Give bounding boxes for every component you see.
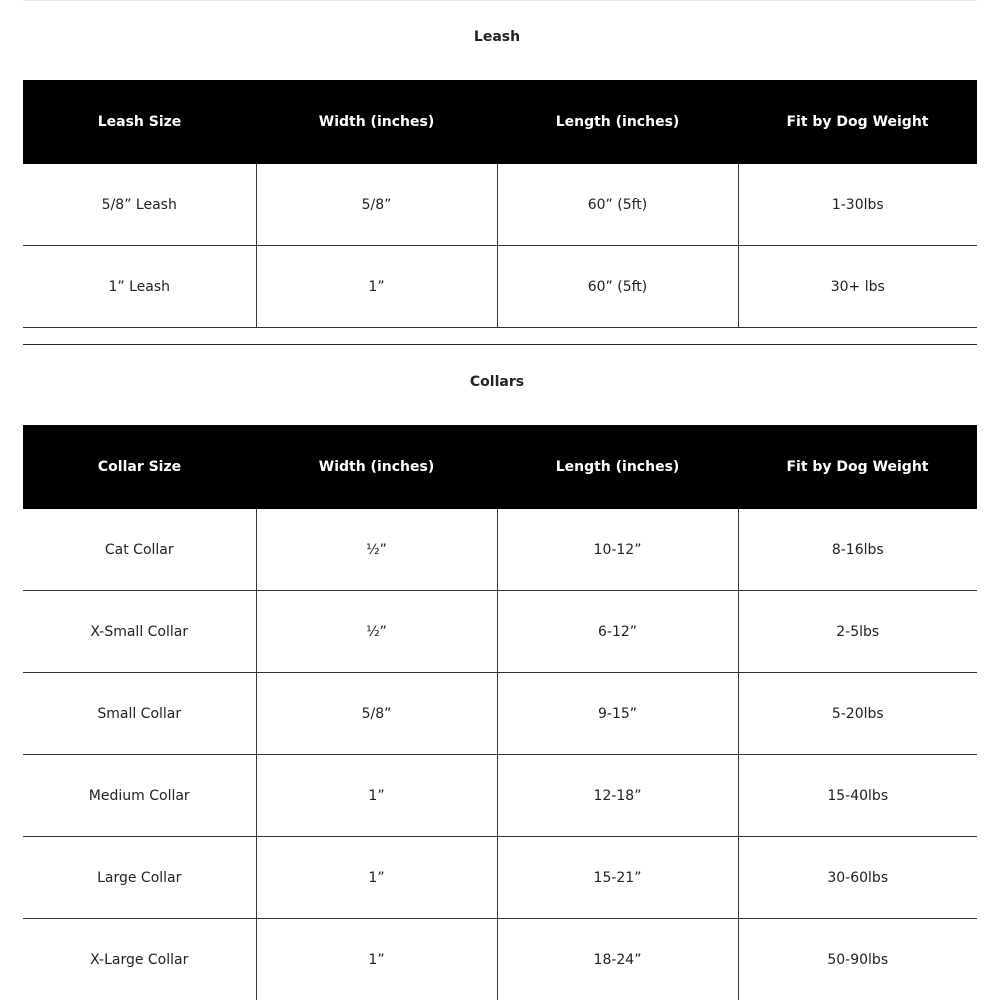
collars-header-size: Collar Size	[23, 425, 256, 509]
leash-table-header-row	[23, 80, 977, 164]
table-row	[23, 673, 977, 755]
top-divider	[23, 0, 977, 1]
leash-width-cell: 5/8”	[256, 164, 497, 246]
collar-weight-cell: 5-20lbs	[738, 673, 977, 755]
leash-length-cell: 60” (5ft)	[497, 246, 738, 328]
collar-size-cell: Medium Collar	[23, 755, 256, 837]
collar-weight-cell: 30-60lbs	[738, 837, 977, 919]
collar-width-cell: ½”	[256, 591, 497, 673]
collar-length-cell: 10-12”	[497, 509, 738, 591]
collar-size-cell: Small Collar	[23, 673, 256, 755]
collar-length-cell: 6-12”	[497, 591, 738, 673]
leash-length-cell: 60” (5ft)	[497, 164, 738, 246]
collar-weight-cell: 15-40lbs	[738, 755, 977, 837]
collar-weight-cell: 50-90lbs	[738, 919, 977, 1000]
collar-width-cell: 1”	[256, 755, 497, 837]
collar-width-cell: 5/8”	[256, 673, 497, 755]
collars-section-title: Collars	[469, 374, 525, 390]
collars-size-table	[23, 425, 977, 1000]
table-row	[23, 837, 977, 919]
leash-size-cell: 1” Leash	[23, 246, 256, 328]
collar-size-cell: Cat Collar	[23, 509, 256, 591]
leash-weight-cell: 1-30lbs	[738, 164, 977, 246]
leash-size-table	[23, 80, 977, 328]
collar-length-cell: 18-24”	[497, 919, 738, 1000]
leash-width-cell: 1”	[256, 246, 497, 328]
table-row	[23, 164, 977, 246]
leash-header-width: Width (inches)	[256, 80, 497, 164]
collars-header-width: Width (inches)	[256, 425, 497, 509]
collars-header-weight: Fit by Dog Weight	[738, 425, 977, 509]
section-divider	[23, 344, 977, 345]
collar-length-cell: 9-15”	[497, 673, 738, 755]
leash-size-cell: 5/8” Leash	[23, 164, 256, 246]
table-row	[23, 246, 977, 328]
collar-width-cell: 1”	[256, 919, 497, 1000]
collar-size-cell: X-Small Collar	[23, 591, 256, 673]
table-row	[23, 509, 977, 591]
table-row	[23, 919, 977, 1000]
leash-header-size: Leash Size	[23, 80, 256, 164]
collars-header-length: Length (inches)	[497, 425, 738, 509]
collar-length-cell: 12-18”	[497, 755, 738, 837]
collar-width-cell: 1”	[256, 837, 497, 919]
table-row	[23, 591, 977, 673]
collar-width-cell: ½”	[256, 509, 497, 591]
leash-header-weight: Fit by Dog Weight	[738, 80, 977, 164]
collar-weight-cell: 8-16lbs	[738, 509, 977, 591]
collar-size-cell: Large Collar	[23, 837, 256, 919]
table-row	[23, 755, 977, 837]
leash-section-title: Leash	[473, 29, 521, 45]
collar-size-cell: X-Large Collar	[23, 919, 256, 1000]
collar-length-cell: 15-21”	[497, 837, 738, 919]
collars-table-header-row	[23, 425, 977, 509]
leash-header-length: Length (inches)	[497, 80, 738, 164]
leash-weight-cell: 30+ lbs	[738, 246, 977, 328]
collar-weight-cell: 2-5lbs	[738, 591, 977, 673]
